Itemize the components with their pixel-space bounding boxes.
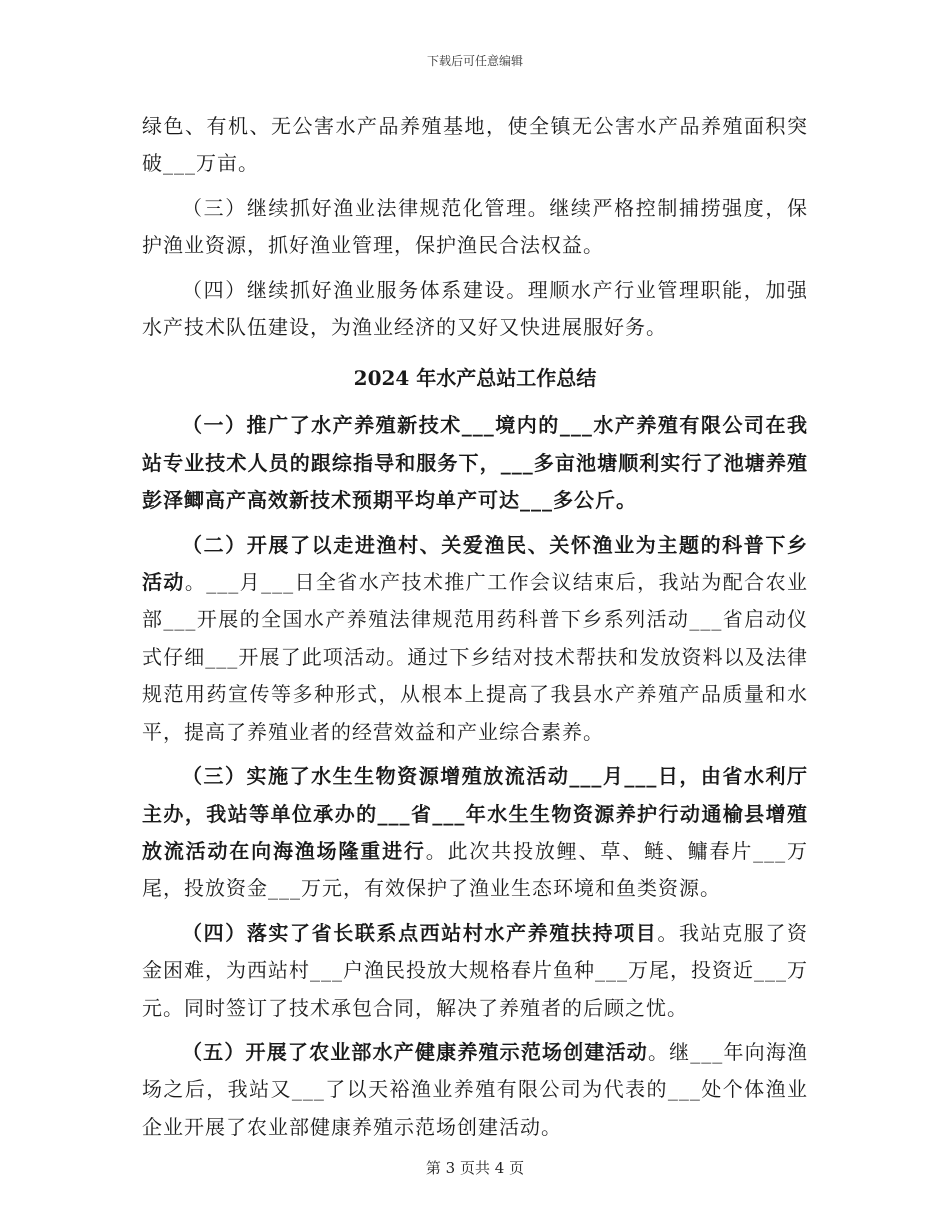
paragraph-continuation: 绿色、有机、无公害水产品养殖基地，使全镇无公害水产品养殖面积突破___万亩。 [142,114,808,176]
summary-item-3-heading: （三）实施了水生生物资源增殖放流活动___月___日，由省水利厅主办，我站等单位承办的___省___年水生生物资源养护行动通榆县增殖放流活动在向海渔场隆重进行 [142,764,808,863]
summary-item-3-text: 。此次共投放鲤、草、鲢、鳙春片___万尾，投放资金___万元，有效保护了渔业生态环境和鱼类资源。 [142,838,809,901]
summary-item-2 [142,527,808,751]
summary-item-4-text: 。我站克服了资金困难，为西站村___户渔民投放大规格春片鱼种___万尾，投资近___万元。同时签订了技术承包合同，解决了养殖者的后顾之忧。 [142,920,809,1020]
page-footer: 第 3 页共 4 页 [425,1159,525,1177]
document-body [142,108,808,1146]
summary-item-2-heading: （二）开展了以走进渔村、关爱渔民、关怀渔业为主题的科普下乡活动 [142,532,808,595]
summary-item-5 [142,1034,808,1146]
summary-item-3 [142,758,808,908]
summary-item-2-text: 。___月___日全省水产技术推广工作会议结束后，我站为配合农业部___开展的全国水产养殖法律规范用药科普下乡系列活动___省启动仪式仔细___开展了此项活动。通过下乡结对技术帮扶和发放资料以及法律规范用药宣传等多种形式，从根本上提高了我县水产养殖产品质量和水平，提高了养殖业者的经营效益和产业综合素养。 [142,570,809,744]
summary-item-5-heading: （五）开展了农业部水产健康养殖示范场创建活动 [182,1039,648,1064]
summary-item-4-heading: （四）落实了省长联系点西站村水产养殖扶持项目 [182,920,658,945]
summary-item-5-text: 。继___年向海渔场之后，我站又___了以天裕渔业养殖有限公司为代表的___处个体渔业企业开展了农业部健康养殖示范场创建活动。 [142,1039,809,1139]
section-title: 2024 年水产总站工作总结 [353,366,597,391]
paragraph-item-3: （三）继续抓好渔业法律规范化管理。继续严格控制捕捞强度，保护渔业资源，抓好渔业管理，保护渔民合法权益。 [142,195,808,258]
summary-item-1 [142,407,808,519]
summary-item-4 [142,915,808,1027]
paragraph-item-4: （四）继续抓好渔业服务体系建设。理顺水产行业管理职能，加强水产技术队伍建设，为渔业经济的又好又快进展服好务。 [142,277,808,340]
summary-item-1-heading: （一）推广了水产养殖新技术___境内的___水产养殖有限公司在我站专业技术人员的跟综指导和服务下，___多亩池塘顺利实行了池塘养殖彭泽鲫高产高效新技术预期平均单产可达___多公斤。 [142,413,808,513]
page-header: 下载后可任意编辑 [426,54,523,68]
